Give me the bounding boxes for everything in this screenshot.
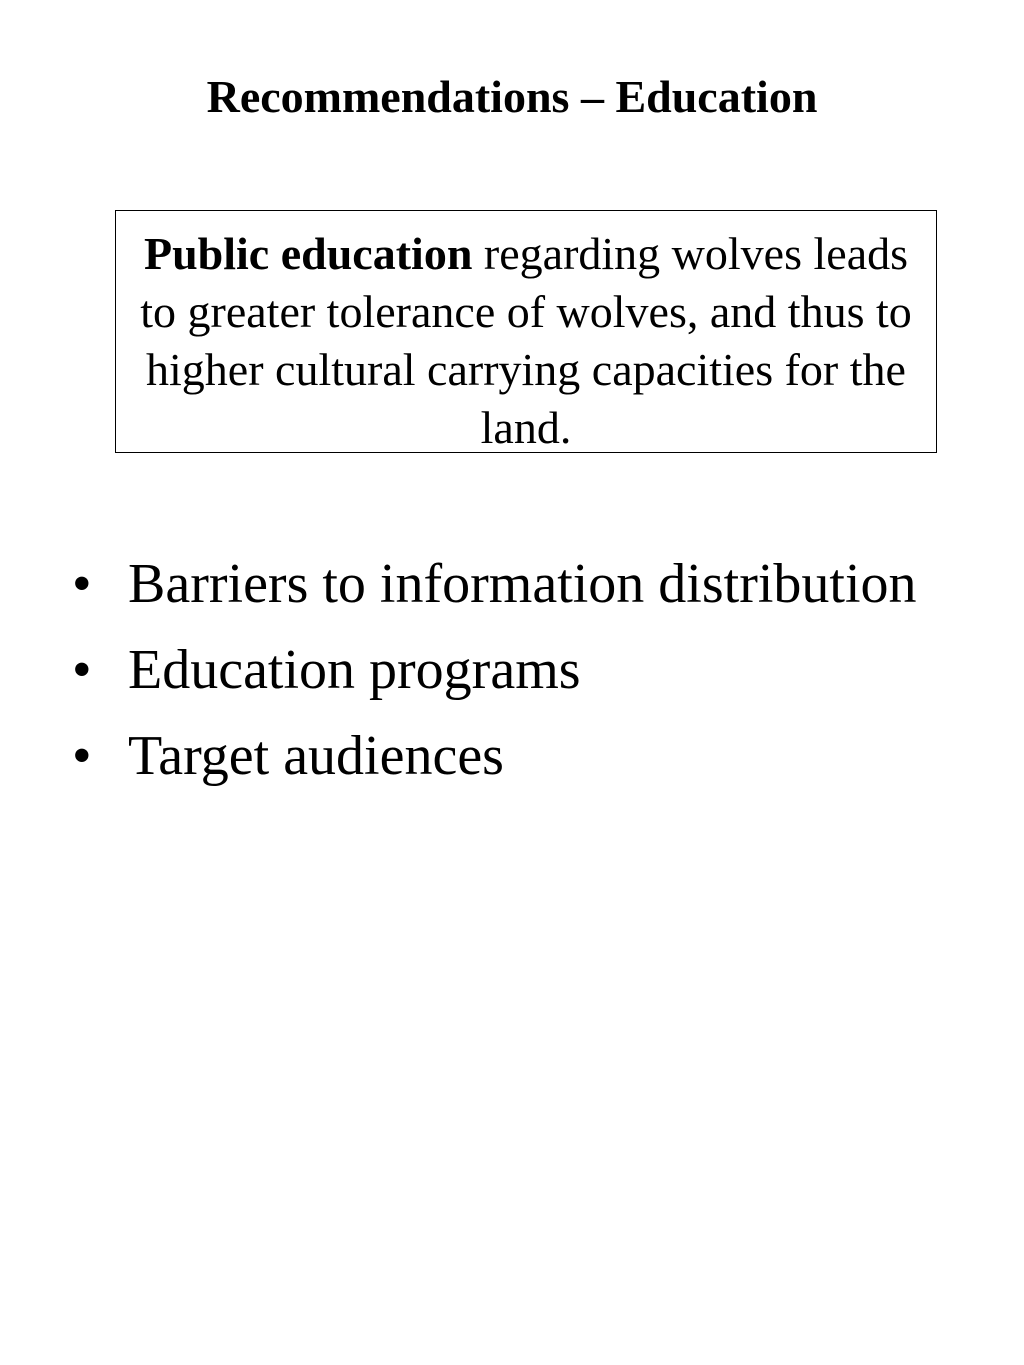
bullet-item — [72, 634, 952, 706]
callout-body-text: regarding wolves leads to greater tolerance of wolves, and thus to higher cultural carrying capacities for the land. — [140, 228, 912, 453]
bullet-dot-icon: • — [72, 553, 92, 615]
slide-title: Recommendations – Education — [206, 71, 818, 122]
bullet-item — [72, 720, 952, 792]
bullet-text: Barriers to information distribution — [128, 553, 917, 615]
bullet-dot-icon: • — [72, 725, 92, 787]
callout-box — [115, 210, 937, 453]
bullet-list — [72, 548, 952, 806]
bullet-dot-icon: • — [72, 639, 92, 701]
bullet-item — [72, 548, 952, 620]
bullet-text: Education programs — [128, 639, 581, 701]
callout-bold-lead: Public education — [143, 228, 473, 279]
bullet-text: Target audiences — [128, 725, 504, 787]
